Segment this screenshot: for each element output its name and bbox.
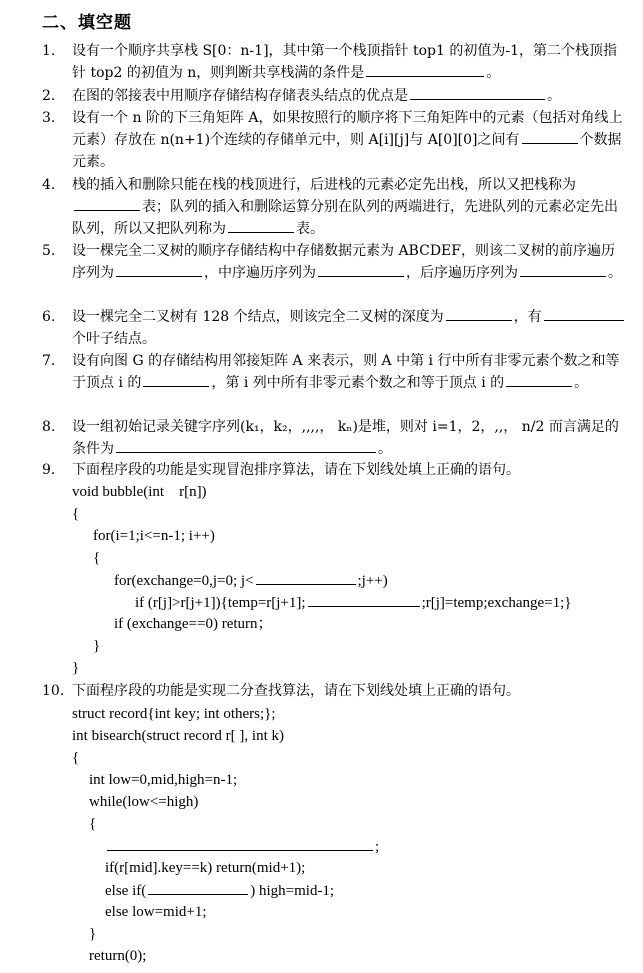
question-number: 10. bbox=[42, 683, 65, 699]
question-text: 。 bbox=[486, 65, 501, 81]
code-text: ; bbox=[375, 839, 380, 855]
answer-blank[interactable] bbox=[506, 372, 572, 387]
question-7 bbox=[42, 350, 627, 394]
question-text: ，中序遍历序列为 bbox=[204, 265, 316, 281]
answer-blank[interactable] bbox=[522, 129, 578, 144]
question-number: 8. bbox=[42, 419, 56, 435]
question-text: ，第 i 列中所有非零元素个数之和等于顶点 i 的 bbox=[211, 375, 505, 391]
code-line: { bbox=[72, 750, 80, 766]
code-line bbox=[114, 570, 388, 592]
question-text: 。 bbox=[547, 88, 561, 104]
question-1 bbox=[42, 40, 627, 84]
code-line bbox=[105, 880, 334, 902]
answer-blank[interactable] bbox=[74, 196, 140, 211]
code-text: ) high=mid-1; bbox=[250, 883, 335, 899]
question-number: 2. bbox=[42, 88, 56, 104]
question-text: 设有一个顺序共享栈 S[0：n-1]，其中第一个栈顶指针 top1 的初值为-1，第二个栈顶指针 top2 的初值为 n，则判断共享栈满的条件是 bbox=[72, 43, 617, 81]
code-text: ;j++) bbox=[357, 573, 388, 589]
question-text: 表；队列的插入和删除运算分别在队列的两端进行，先进队列的元素必定先出队列，所以又把队列称为 bbox=[72, 199, 618, 237]
answer-blank[interactable] bbox=[228, 218, 294, 233]
code-line: for(i=1;i<=n-1; i++) bbox=[93, 528, 215, 544]
question-number: 4. bbox=[42, 177, 56, 193]
answer-blank[interactable] bbox=[116, 438, 376, 453]
question-text: 。 bbox=[608, 265, 622, 281]
question-text: 下面程序段的功能是实现二分查找算法，请在下划线处填上正确的语句。 bbox=[72, 683, 520, 699]
code-line: return(0); bbox=[89, 948, 147, 964]
code-line: } bbox=[72, 660, 80, 676]
answer-blank[interactable] bbox=[544, 306, 624, 321]
answer-blank[interactable] bbox=[318, 262, 404, 277]
code-blank[interactable] bbox=[107, 836, 373, 851]
question-text: 。 bbox=[574, 375, 589, 391]
code-line bbox=[105, 836, 379, 858]
code-line: void bubble(int r[n]) bbox=[72, 484, 207, 500]
code-line: if (exchange==0) return； bbox=[114, 616, 273, 632]
question-text: 表。 bbox=[296, 221, 324, 237]
code-line: { bbox=[89, 816, 97, 832]
code-line: struct record{int key; int others;}; bbox=[72, 706, 276, 722]
question-6 bbox=[42, 306, 627, 350]
answer-blank[interactable] bbox=[116, 262, 202, 277]
question-number: 1. bbox=[42, 43, 56, 59]
question-text: 设一棵完全二叉树有 128 个结点，则该完全二叉树的深度为 bbox=[72, 309, 444, 325]
question-text: 设有一个 n 阶的下三角矩阵 A，如果按照行的顺序将下三角矩阵中的元素（包括对角线上元素）存放在 n(n+1)个连续的存储单元中，则 A[i][j]与 A[0][0]之间有 bbox=[72, 110, 623, 148]
code-blank[interactable] bbox=[256, 570, 356, 585]
code-line: } bbox=[89, 926, 97, 942]
question-text: 设一棵完全二叉树的顺序存储结构中存储数据元素为 ABCDEF，则该二叉树的前序遍历序列为 bbox=[72, 243, 615, 281]
question-text: 个数据元素。 bbox=[72, 132, 622, 170]
section-heading: 二、填空题 bbox=[42, 13, 132, 33]
question-text: 下面程序段的功能是实现冒泡排序算法，请在下划线处填上正确的语句。 bbox=[72, 462, 520, 478]
code-line: { bbox=[72, 506, 80, 522]
question-text: 在图的邻接表中用顺序存储结构存储表头结点的优点是 bbox=[72, 88, 408, 104]
answer-blank[interactable] bbox=[366, 62, 484, 77]
question-3 bbox=[42, 107, 627, 173]
code-line: while(low<=high) bbox=[89, 794, 199, 810]
question-10 bbox=[42, 680, 627, 702]
code-line: else low=mid+1; bbox=[105, 904, 207, 920]
question-text: 。 bbox=[378, 441, 392, 457]
code-blank[interactable] bbox=[308, 592, 420, 607]
code-line bbox=[135, 592, 571, 614]
code-blank[interactable] bbox=[148, 880, 248, 895]
code-text: for(exchange=0,j=0; j< bbox=[114, 573, 254, 589]
code-text: if (r[j]>r[j+1]){temp=r[j+1]; bbox=[135, 595, 306, 611]
answer-blank[interactable] bbox=[410, 85, 545, 100]
question-4 bbox=[42, 174, 627, 240]
code-text: else if( bbox=[105, 883, 147, 899]
question-2 bbox=[42, 85, 627, 107]
question-5 bbox=[42, 240, 627, 284]
code-line: int low=0,mid,high=n-1; bbox=[89, 772, 238, 788]
question-number: 6. bbox=[42, 309, 56, 325]
question-number: 5. bbox=[42, 243, 56, 259]
question-text: 设一组初始记录关键字序列(k₁，k₂，,,,,， kₙ)是堆，则对 i=1，2，,,， n/2 而言满足的条件为 bbox=[72, 419, 619, 457]
code-line: } bbox=[93, 638, 101, 654]
question-text: ，有 bbox=[513, 309, 542, 325]
question-number: 7. bbox=[42, 353, 56, 369]
question-9 bbox=[42, 459, 627, 481]
code-text: ;r[j]=temp;exchange=1;} bbox=[421, 595, 572, 611]
answer-blank[interactable] bbox=[520, 262, 606, 277]
question-number: 3. bbox=[42, 110, 56, 126]
code-line: { bbox=[93, 550, 101, 566]
code-line: if(r[mid].key==k) return(mid+1); bbox=[105, 860, 306, 876]
question-text: 个叶子结点。 bbox=[72, 331, 156, 347]
question-text: 栈的插入和删除只能在栈的栈顶进行，后进栈的元素必定先出栈，所以又把栈称为 bbox=[72, 177, 576, 193]
question-text: 设有向图 G 的存储结构用邻接矩阵 A 来表示，则 A 中第 i 行中所有非零元素个数之和等于顶点 i 的 bbox=[72, 353, 620, 391]
answer-blank[interactable] bbox=[446, 306, 512, 321]
question-number: 9. bbox=[42, 462, 56, 478]
question-8 bbox=[42, 416, 627, 460]
answer-blank[interactable] bbox=[143, 372, 209, 387]
question-text: ，后序遍历序列为 bbox=[406, 265, 518, 281]
code-line: int bisearch(struct record r[ ], int k) bbox=[72, 728, 284, 744]
